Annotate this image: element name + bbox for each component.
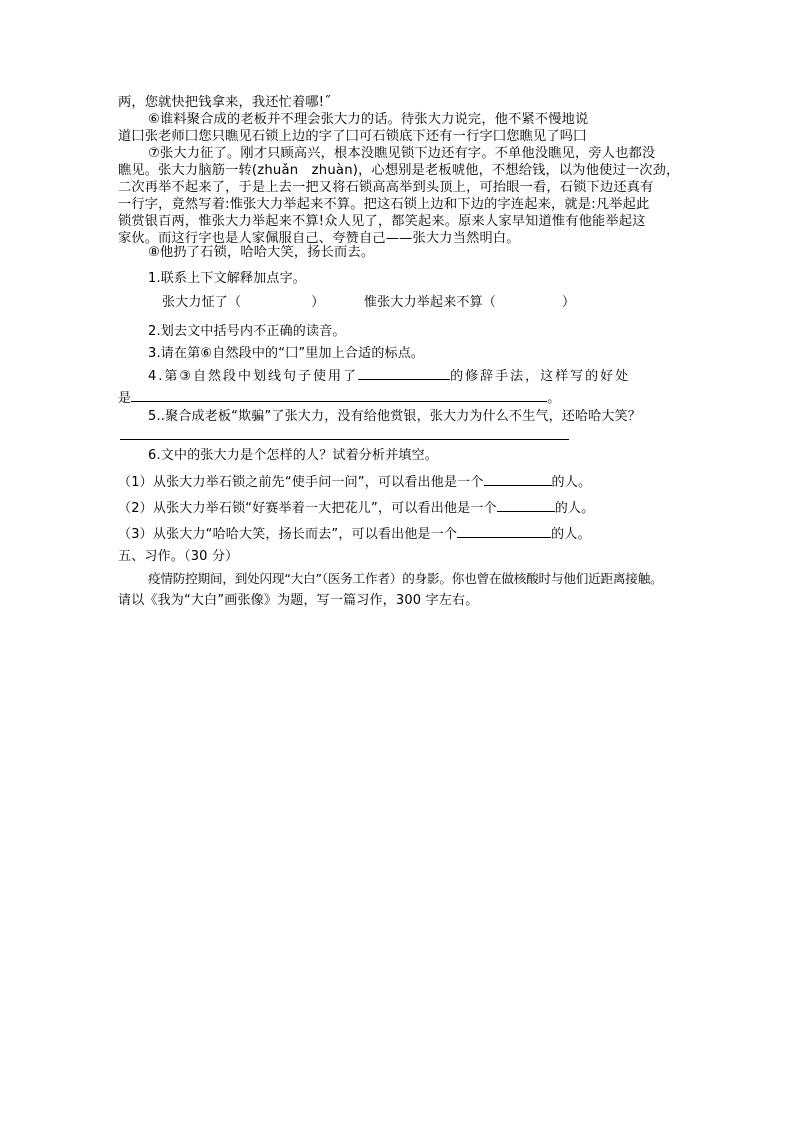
passage-line: 两，您就快把钱拿来，我还忙着哪!˝ — [118, 95, 332, 110]
question-6-2 — [118, 498, 594, 517]
question-6-1-text: （1）从张大力举石锁之前先“使手问一问”，可以看出他是一个 — [118, 475, 484, 490]
question-1b-close: ） — [562, 295, 576, 310]
passage-paragraph-7: ⑦张大力征了。刚才只顾高兴，根本没瞧见锁下边还有字。不单他没瞧见，旁人也都没 — [148, 146, 656, 161]
question-2: 2.划去文中括号内不正确的读音。 — [148, 324, 346, 339]
passage-paragraph-6: ⑥谁料聚合成的老板并不理会张大力的话。待张大力说完，他不紧不慢地说 — [148, 112, 589, 127]
answer-blank-6-1[interactable] — [484, 472, 552, 486]
question-1a — [162, 294, 324, 311]
question-6-1-end: 的人。 — [551, 475, 592, 490]
passage-paragraph-8: ⑧他扔了石锁，哈哈大笑，扬长而去。 — [148, 245, 375, 260]
passage-line: 家伙。而这行字也是人家佩服自己、夸赞自己——张大力当然明白。 — [118, 231, 520, 246]
question-5: 5..聚合成老板“欺骗”了张大力，没有给他赏银，张大力为什么不生气，还哈哈大笑？ — [148, 409, 642, 424]
question-6-1 — [118, 472, 591, 491]
question-3: 3.请在第⑥自然段中的“囗”里加上合适的标点。 — [148, 346, 425, 361]
passage-line: 瞧见。张大力脑筋一转(zhuǎn zhuàn)，心想别是老板唬他，不想给钱，以为他使过一次劲， — [118, 163, 680, 178]
question-4-text-3: 是 — [118, 391, 132, 406]
question-4-text: 4.第③自然段中划线句子使用了 — [148, 369, 359, 384]
answer-line-5[interactable] — [120, 439, 569, 440]
question-4-end: 。 — [547, 391, 561, 406]
question-6-3 — [118, 524, 591, 543]
question-6-3-end: 的人。 — [551, 527, 591, 542]
writing-heading: 五、习作。（30 分） — [118, 549, 239, 564]
passage-line: 道囗张老师囗您只瞧见石锁上边的字了囗可石锁底下还有一行字囗您瞧见了吗囗 — [118, 129, 587, 144]
question-1b-text: 惟张大力举起来不算（ — [364, 295, 497, 310]
question-1a-close: ） — [311, 295, 325, 310]
writing-prompt-line2: 请以《我为“大白”画张像》为题，写一篇习作，300 字左右。 — [118, 593, 479, 608]
passage-line: 一行字，竟然写着:惟张大力举起来不算。把这石锁上边和下边的字连起来，就是:凡举起此 — [118, 197, 650, 212]
question-6-2-text: （2）从张大力举石锁“好赛举着一大把花儿”，可以看出他是一个 — [118, 501, 497, 516]
question-1a-text: 张大力怔了（ — [162, 295, 242, 310]
question-6-2-end: 的人。 — [554, 501, 595, 516]
question-4-text-2: 的修辞手法，这样写的好处 — [450, 369, 631, 384]
passage-line: 锁赏银百两，惟张大力举起来不算!众人见了，都笑起来。原来人家早知道惟有他能举起这 — [118, 214, 646, 229]
answer-blank-4a[interactable] — [358, 366, 450, 380]
answer-blank-6-2[interactable] — [497, 498, 555, 512]
answer-blank-6-3[interactable] — [457, 524, 551, 538]
writing-prompt-line1: 疫情防控期间，到处闪现“大白”（医务工作者）的身影。你也曾在做核酸时与他们近距离接触。 — [148, 571, 663, 586]
question-6-3-text: （3）从张大力“哈哈大笑，扬长而去”，可以看出他是一个 — [118, 527, 458, 542]
question-6: 6.文中的张大力是个怎样的人？试着分析并填空。 — [148, 448, 439, 463]
passage-line: 二次再举不起来了，于是上去一把又将石锁高高举到头顶上，可抬眼一看，石锁下边还真有 — [118, 180, 654, 195]
question-4-line2 — [118, 388, 560, 407]
question-4 — [148, 366, 630, 385]
question-1b — [364, 294, 575, 311]
question-1: 1.联系上下文解释加点字。 — [148, 271, 307, 286]
answer-blank-4b[interactable] — [131, 388, 547, 402]
